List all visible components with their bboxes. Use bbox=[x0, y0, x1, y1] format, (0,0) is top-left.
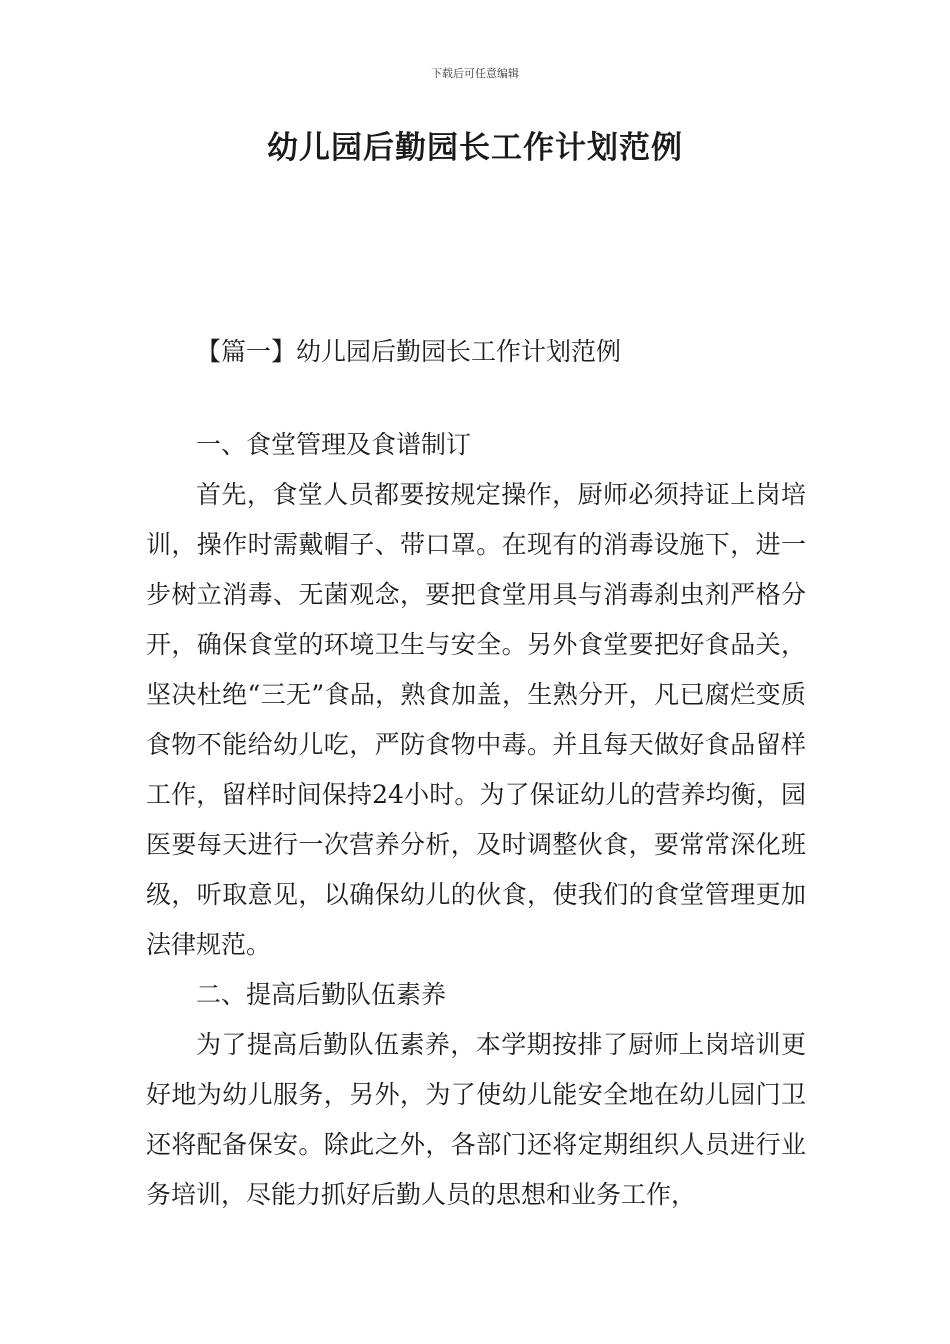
paragraph-canteen-management: 首先，食堂人员都要按规定操作，厨师必须持证上岗培训，操作时需戴帽子、带口罩。在现有的消毒设施下，进一步树立消毒、无菌观念，要把食堂用具与消毒刹虫剂严格分开，确保食堂的环境卫生与安全。另外食堂要把好食品关，坚决杜绝“三无”食品，熟食加盖，生熟分开，凡已腐烂变质食物不能给幼儿吃，严防食物中毒。并且每天做好食品留样工作，留样时间保持24小时。为了保证幼儿的营养均衡，园医要每天进行一次营养分析，及时调整伙食，要常常深化班级，听取意见，以确保幼儿的伙食，使我们的食堂管理更加法律规范。 bbox=[146, 480, 806, 959]
heading-canteen-management: 一、食堂管理及食谱制订 bbox=[196, 430, 472, 459]
section-title: 【篇一】幼儿园后勤园长工作计划范例 bbox=[196, 337, 622, 366]
header-note: 下载后可任意编辑 bbox=[431, 67, 519, 80]
document-title: 幼儿园后勤园长工作计划范例 bbox=[267, 130, 683, 166]
paragraph-logistics-team: 为了提高后勤队伍素养，本学期按排了厨师上岗培训更好地为幼儿服务，另外，为了使幼儿能安全地在幼儿园门卫还将配备保安。除此之外，各部门还将定期组织人员进行业务培训，尽能力抓好后勤人员的思想和业务工作， bbox=[146, 1030, 806, 1209]
heading-logistics-team: 二、提高后勤队伍素养 bbox=[196, 980, 447, 1009]
document-body bbox=[146, 420, 806, 1220]
